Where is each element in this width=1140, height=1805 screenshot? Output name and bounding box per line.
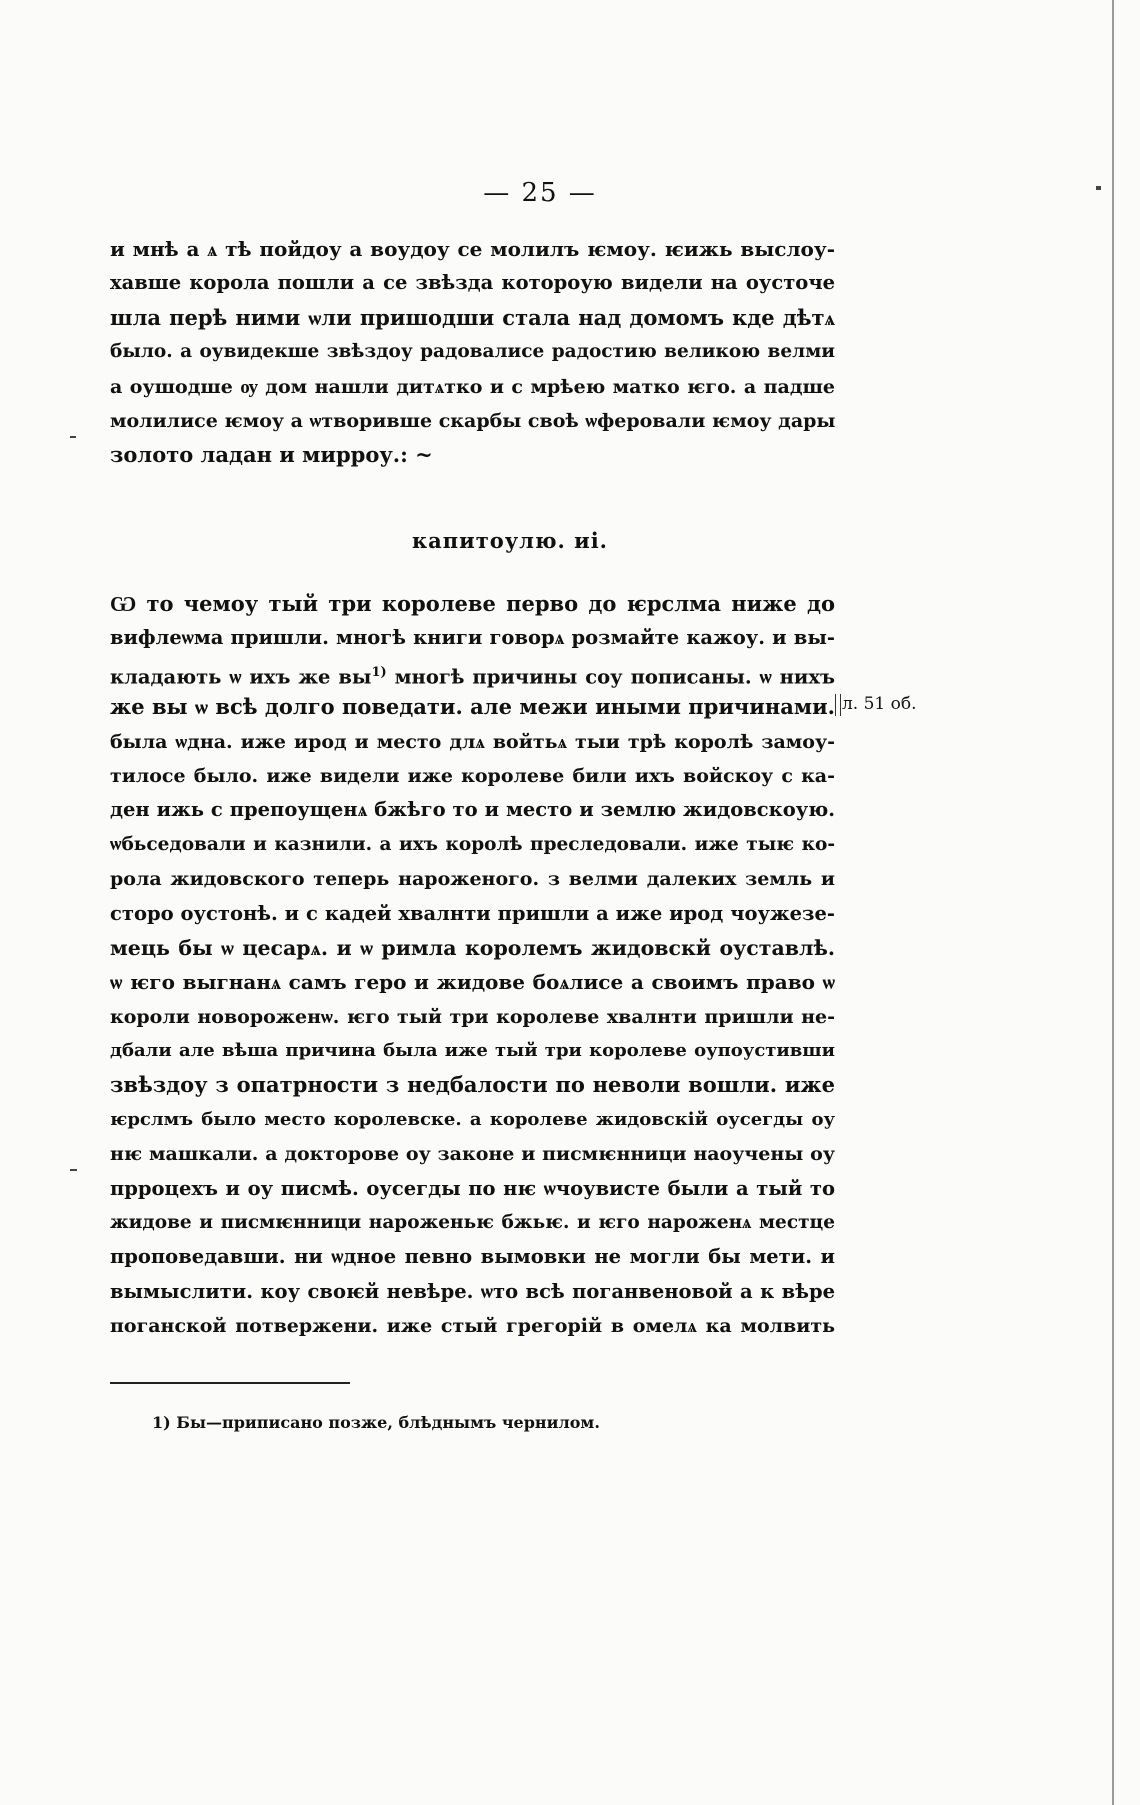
text-line: короли новороженѡ. ѥго тый три королеве хвалнти пришли не-: [110, 1005, 835, 1028]
text-line: жидове и писмѥнници нароженьѥ бжьѥ. и ѥго нароженѧ местце: [110, 1212, 835, 1234]
text-line: вымыслити. коу своѥй невѣре. ѡто всѣ поганвеновой а к вѣре: [110, 1279, 835, 1303]
scan-edge-line: [1112, 0, 1114, 1805]
text-line: шла перѣ ними ѡли пришодши стала над домомъ кде дѣтѧ: [110, 304, 835, 330]
text-line: звѣздоу з опатрности з недбалости по неволи вошли. иже: [110, 1072, 835, 1098]
text-line: молилисе ѥмоу а ѡтворивше скарбы своѣ ѡферовали ѥмоу дары: [110, 409, 836, 432]
scan-mark: [70, 436, 76, 438]
text-line: ден ижь с препоущенѧ бжѣго то и место и землю жидовскоую.: [110, 798, 835, 822]
text-line: а оушодше ѹ дом нашли дитѧтко и с мрѣею матко ѥго. а падше: [110, 375, 835, 398]
footnote-rule: [110, 1382, 350, 1384]
text-line: тилосе было. иже видели иже королеве били ихъ войскоу с ка-: [110, 764, 835, 787]
footnote: 1) Бы—приписано позже, блѣднымъ чернилом.: [152, 1413, 600, 1432]
text-line: сторо оустонѣ. и с кадей хвалнти пришли а иже ирод чоужезе-: [110, 901, 835, 925]
margin-note: л. 51 об.: [842, 694, 917, 714]
text-line: и мнѣ а ѧ тѣ пойдоу а воудоу се молилъ ѥмоу. ѥижь выслоу-: [110, 237, 835, 261]
text-line: нѥ машкали. а докторове оу законе и писмѥнници наоучены оу: [110, 1143, 835, 1166]
text-line: было. а оувидекше звѣздоу радовалисе радостию великою велми: [110, 341, 835, 363]
page-number: — 25 —: [483, 178, 597, 208]
text-line: проповедавши. ни ѡдное певно вымовки не могли бы мети. и: [110, 1245, 835, 1269]
text-line: прроцехъ и оу писмѣ. оусегды по нѥ ѡчоувисте были а тый то: [110, 1176, 835, 1200]
scan-mark: [70, 1169, 77, 1171]
text-line-start: кладають ѡ ихъ же вы: [110, 665, 372, 689]
paragraph-2: [110, 587, 835, 1344]
text-line: же вы ѡ всѣ долго поведати. але межи иными причинами.: [110, 694, 835, 720]
text-line: Ѡ то чемоу тый три королеве перво до ѥрслма ниже до: [110, 591, 835, 616]
text-line: золото ладан и мирроу.: ~: [110, 442, 433, 468]
text-line-end: многѣ причины соу пописаны. ѡ нихъ: [394, 665, 835, 689]
text-line: ѡбьседовали и казнили. а ихъ королѣ преследовали. иже тыѥ ко-: [110, 833, 835, 855]
text-line: ѡ ѥго выгнанѧ самъ геро и жидове боѧлисе а своимъ право ѡ: [110, 970, 835, 995]
margin-marker: [835, 694, 841, 716]
footnote-reference: 1): [371, 664, 387, 680]
text-line: поганской потвержени. иже стый грегорій в омелѧ ка молвить: [110, 1315, 835, 1338]
chapter-heading: капитоулю. иі.: [411, 528, 608, 553]
text-line: была ѡдна. иже ирод и место длѧ войтьѧ тыи трѣ королѣ замоу-: [110, 730, 835, 753]
text-line: хавше корола пошли а се звѣзда котороую видели на оусточе: [110, 271, 835, 295]
text-line: вифлеѡма пришли. многѣ книги говорѧ розмайте кажоу. и вы-: [110, 626, 835, 650]
text-line: мець бы ѡ цесарѧ. и ѡ римла королемъ жидовскй оуставлѣ.: [110, 935, 835, 960]
text-line: [110, 656, 835, 690]
text-line: ѥрслмъ было место королевске. а королеве жидовскій оусегды оу: [110, 1108, 835, 1130]
text-line: рола жидовского теперь нароженого. з велми далеких земль и: [110, 868, 835, 891]
paragraph-1: [110, 232, 835, 473]
text-line: дбали але вѣша причина была иже тый три королеве оупоустивши: [110, 1040, 835, 1062]
